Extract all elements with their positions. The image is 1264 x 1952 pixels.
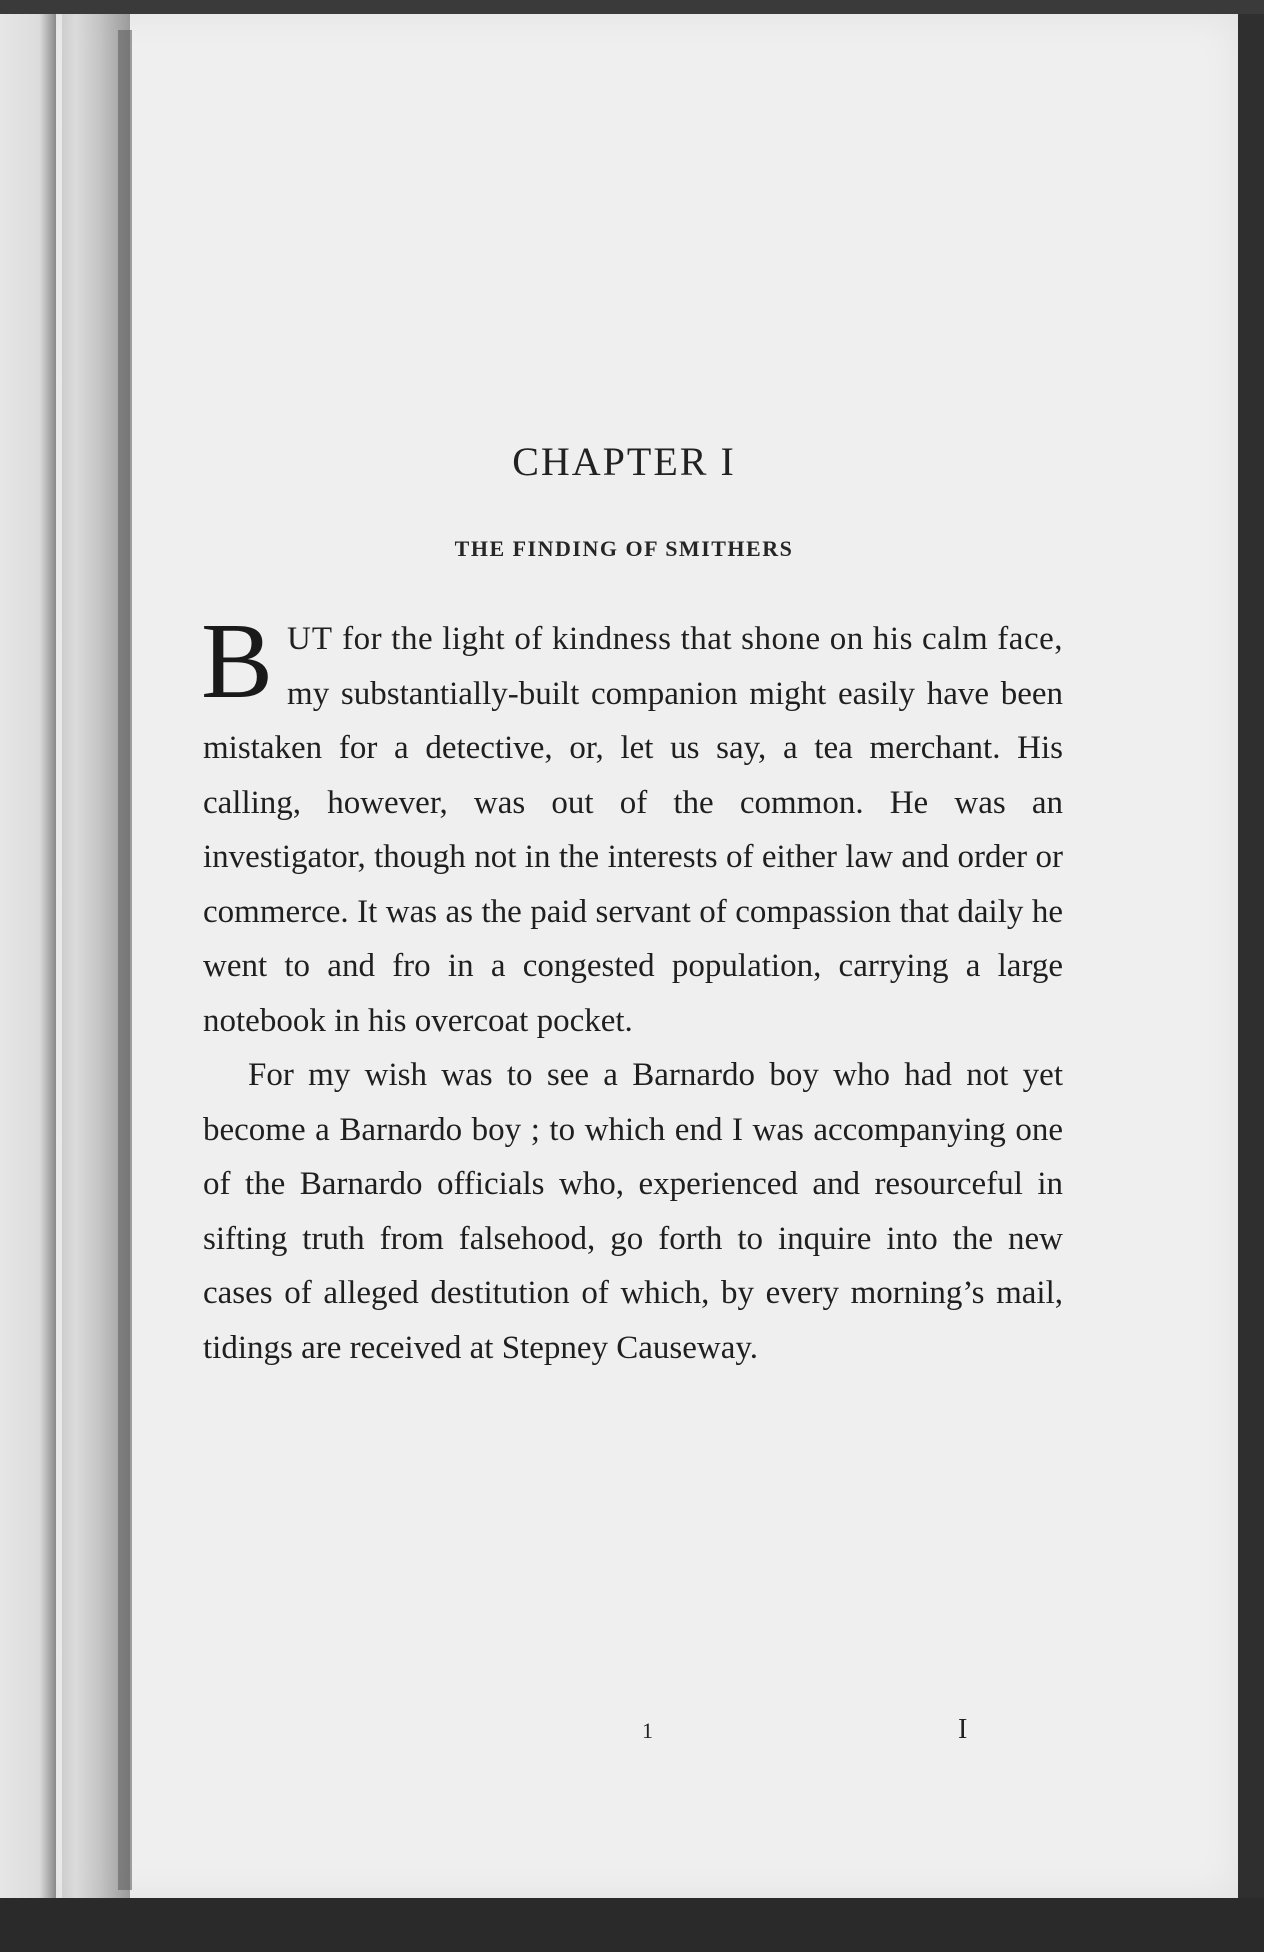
paragraph-2: For my wish was to see a Barnardo boy who had not yet become a Barnardo boy ; to which end I was accompanying one of the Barnardo officials who, experienced and resourceful in sifting truth from falsehood, go forth to inquire into the new cases of alleged destitution of which, by every morning’s mail, tidings are received at Stepney Causeway.	[203, 1057, 1063, 1366]
body-text	[201, 602, 1063, 1375]
scan-border-bottom	[0, 1898, 1264, 1952]
facing-page-edge	[0, 14, 56, 1898]
scan-border-top	[0, 0, 1264, 14]
page-number: I	[958, 1714, 968, 1745]
opening-caps: UT	[287, 621, 334, 657]
gutter-shadow	[118, 30, 132, 1890]
paragraph-1-text: for the light of kindness that shone on his calm face, my substantially-built companion might easily have been mistaken for a detective, or, let us say, a tea merchant. His calling, however, was out of the common. He was an investigator, though not in the interests of either law and order or commerce. It was as the paid servant of compassion that daily he went to and fro in a congested population, carrying a large notebook in his overcoat pocket.	[203, 621, 1063, 1039]
chapter-subtitle: THE FINDING OF SMITHERS	[454, 536, 794, 561]
chapter-title: CHAPTER I	[512, 439, 736, 484]
paragraph-1	[201, 602, 1063, 1048]
scan-border-right	[1238, 14, 1264, 1898]
signature-mark: 1	[642, 1718, 653, 1743]
drop-cap: B	[201, 602, 274, 721]
